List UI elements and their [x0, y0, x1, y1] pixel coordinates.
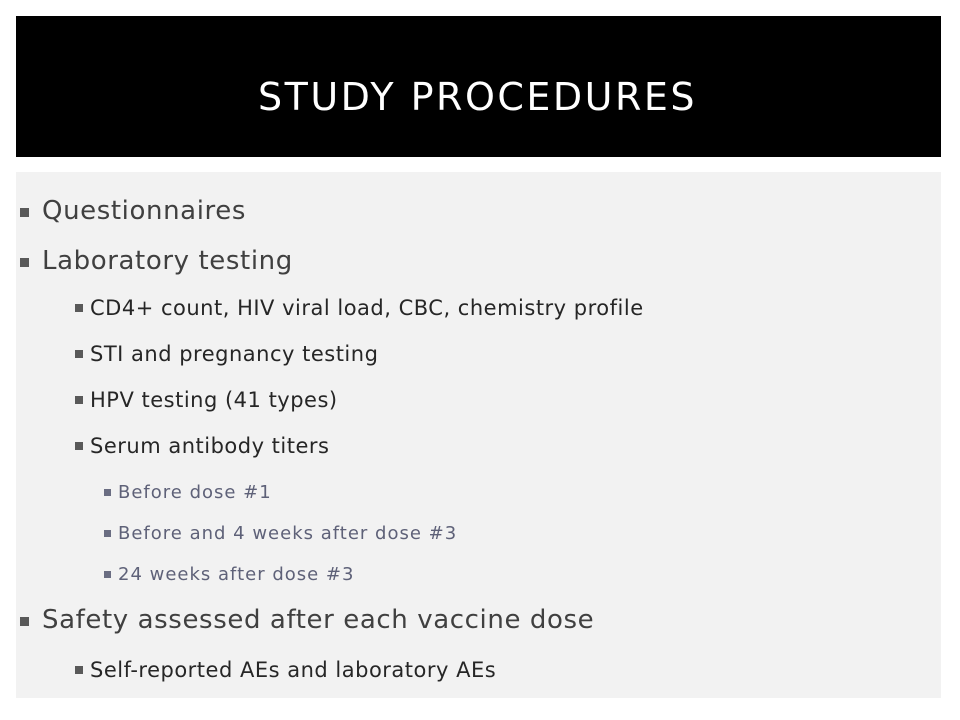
bullet-text: Laboratory testing — [42, 246, 293, 276]
bullet-text: Safety assessed after each vaccine dose — [42, 605, 595, 635]
square-bullet-icon — [75, 666, 83, 674]
square-bullet-icon — [20, 258, 29, 267]
bullet-item-laboratory-testing — [42, 245, 293, 277]
square-bullet-icon — [104, 530, 111, 537]
bullet-item-questionnaires — [42, 195, 246, 227]
bullet-item-24-weeks — [118, 563, 354, 587]
square-bullet-icon — [20, 617, 29, 626]
square-bullet-icon — [75, 350, 83, 358]
bullet-item-self-reported-aes — [90, 656, 496, 684]
square-bullet-icon — [75, 304, 83, 312]
square-bullet-icon — [20, 208, 29, 217]
bullet-item-cd4-count — [90, 294, 644, 322]
square-bullet-icon — [104, 571, 111, 578]
bullet-text: Serum antibody titers — [90, 434, 330, 458]
bullet-item-serum-titers — [90, 432, 329, 460]
bullet-text: CD4+ count, HIV viral load, CBC, chemistry profile — [90, 296, 644, 320]
square-bullet-icon — [75, 396, 83, 404]
bullet-text: 24 weeks after dose #3 — [118, 564, 355, 585]
square-bullet-icon — [75, 442, 83, 450]
content-panel — [16, 172, 941, 698]
bullet-text: Questionnaires — [42, 196, 246, 226]
bullet-item-safety — [42, 604, 594, 636]
bullet-item-before-dose-1 — [118, 481, 272, 505]
bullet-item-sti-pregnancy — [90, 340, 378, 368]
bullet-text: STI and pregnancy testing — [90, 342, 379, 366]
slide-title: STUDY PROCEDURES — [258, 75, 697, 119]
bullet-text: Before and 4 weeks after dose #3 — [118, 523, 458, 544]
bullet-text: Before dose #1 — [118, 482, 272, 503]
bullet-text: Self-reported AEs and laboratory AEs — [90, 658, 497, 682]
square-bullet-icon — [104, 489, 111, 496]
bullet-item-before-after-dose-3 — [118, 522, 457, 546]
bullet-item-hpv-testing — [90, 386, 338, 414]
bullet-text: HPV testing (41 types) — [90, 388, 338, 412]
